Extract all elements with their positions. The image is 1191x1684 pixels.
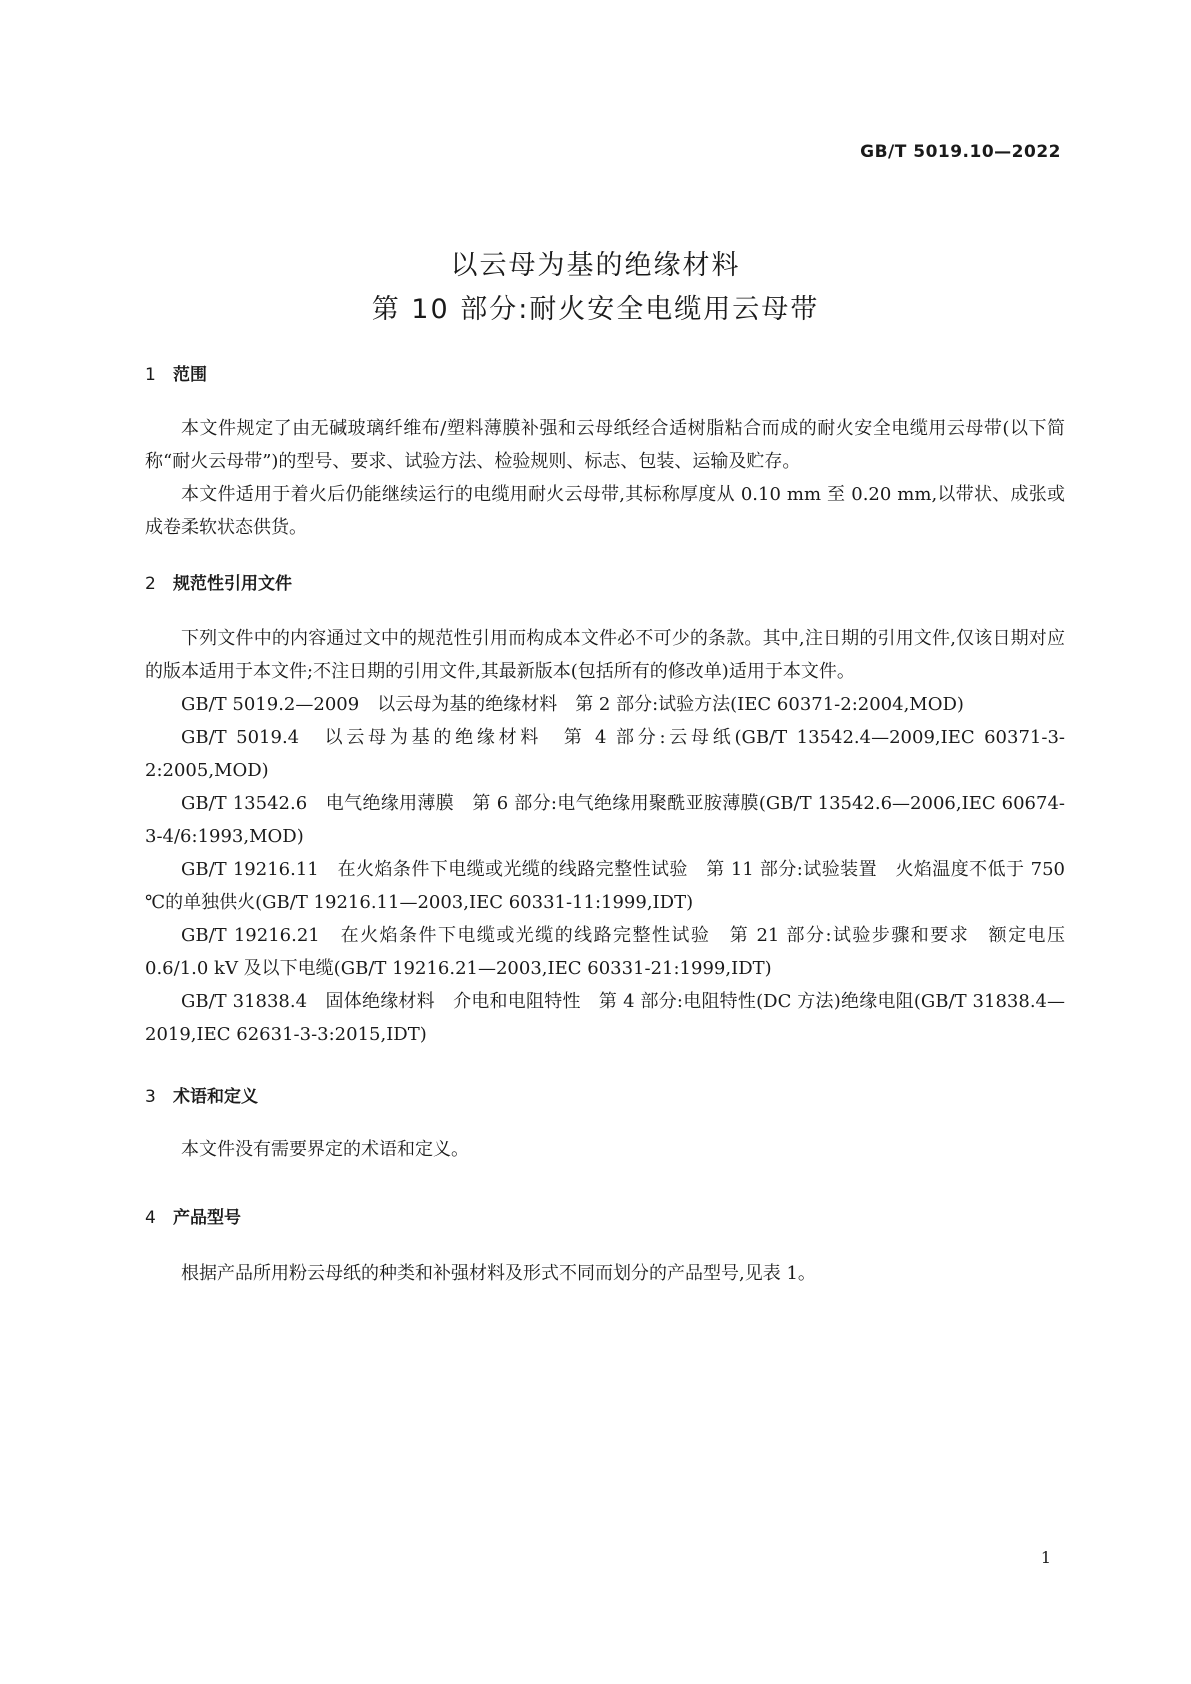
section-number: 3 <box>145 1087 156 1107</box>
reference-item: GB/T 5019.2—2009 以云母为基的绝缘材料 第 2 部分:试验方法(IEC 60371-2:2004,MOD) <box>181 694 964 715</box>
paragraph: 下列文件中的内容通过文中的规范性引用而构成本文件必不可少的条款。其中,注日期的引用文件,仅该日期对应的版本适用于本文件;不注日期的引用文件,其最新版本(包括所有的修改单)适用于本文件。 <box>145 628 1065 682</box>
paragraph: 本文件没有需要界定的术语和定义。 <box>181 1139 469 1160</box>
reference-item: GB/T 13542.6 电气绝缘用薄膜 第 6 部分:电气绝缘用聚酰亚胺薄膜(GB/T 13542.6—2006,IEC 60674-3-4/6:1993,MOD) <box>145 793 1065 847</box>
section-number: 1 <box>145 365 156 385</box>
section-title: 术语和定义 <box>173 1087 258 1107</box>
section-1-heading <box>145 360 207 385</box>
section-4-heading <box>145 1203 241 1228</box>
title-line-2: 第 10 部分:耐火安全电缆用云母带 <box>371 294 820 325</box>
section-number: 2 <box>145 574 156 594</box>
paragraph: 本文件规定了由无碱玻璃纤维布/塑料薄膜补强和云母纸经合适树脂粘合而成的耐火安全电缆用云母带(以下简称“耐火云母带”)的型号、要求、试验方法、检验规则、标志、包装、运输及贮存。 <box>145 418 1065 472</box>
reference-item: GB/T 19216.11 在火焰条件下电缆或光缆的线路完整性试验 第 11 部分:试验装置 火焰温度不低于 750 ℃的单独供火(GB/T 19216.11—2003,IEC 60331-11:1999,IDT) <box>145 859 1065 913</box>
standard-code: GB/T 5019.10—2022 <box>860 142 1061 162</box>
reference-item: GB/T 19216.21 在火焰条件下电缆或光缆的线路完整性试验 第 21 部分:试验步骤和要求 额定电压 0.6/1.0 kV 及以下电缆(GB/T 19216.21—2003,IEC 60331-21:1999,IDT) <box>145 925 1065 979</box>
paragraph: 本文件适用于着火后仍能继续运行的电缆用耐火云母带,其标称厚度从 0.10 mm 至 0.20 mm,以带状、成张或成卷柔软状态供货。 <box>145 484 1065 538</box>
section-1-body <box>145 412 1065 544</box>
page-number: 1 <box>1040 1548 1051 1567</box>
reference-item: GB/T 31838.4 固体绝缘材料 介电和电阻特性 第 4 部分:电阻特性(DC 方法)绝缘电阻(GB/T 31838.4—2019,IEC 62631-3-3:2015,IDT) <box>145 991 1065 1045</box>
title-line-1: 以云母为基的绝缘材料 <box>450 250 741 281</box>
section-title: 规范性引用文件 <box>173 574 292 594</box>
paragraph: 根据产品所用粉云母纸的种类和补强材料及形式不同而划分的产品型号,见表 1。 <box>181 1263 816 1284</box>
section-title: 产品型号 <box>173 1208 241 1228</box>
section-2-heading <box>145 569 292 594</box>
section-title: 范围 <box>173 365 207 385</box>
reference-item: GB/T 5019.4 以云母为基的绝缘材料 第 4 部分:云母纸(GB/T 13542.4—2009,IEC 60371-3-2:2005,MOD) <box>145 727 1065 781</box>
section-2-body <box>145 622 1065 1051</box>
section-3-heading <box>145 1082 258 1107</box>
section-3-body <box>145 1133 1065 1166</box>
section-4-body <box>145 1257 1065 1290</box>
section-number: 4 <box>145 1208 156 1228</box>
